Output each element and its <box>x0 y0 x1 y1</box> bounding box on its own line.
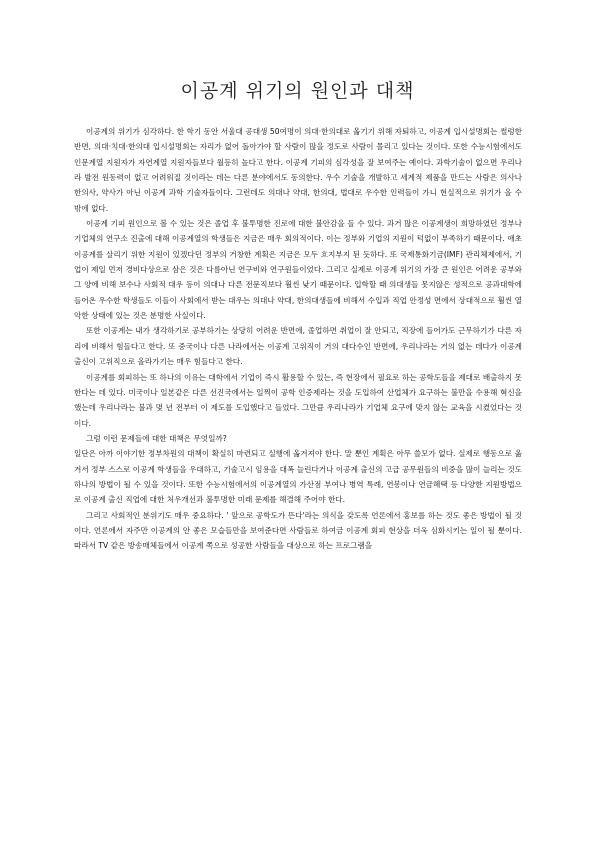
document-body <box>74 124 522 554</box>
paragraph-6: 일단은 아까 이야기한 정부차원의 대책이 확실히 마련되고 실행에 옮겨져야 한다. 말 뿐인 계획은 아무 쓸모가 없다. 실제로 행동으로 옮겨서 정부 스스로 이공계 학생들을 우대하고, 기술고시 임용을 대폭 늘린다거나 이공계 출신의 고급 공무원들의 비중을 많이 늘리는 것도 하나의 방법이 될 수 있을 것이다. 또한 수능시험에서의 이공계열의 가산점 부여나 병역 특례, 연봉이나 연금혜택 등 다양한 지원방법으로 이공계 출신 직업에 대한 처우개선과 불투명한 미래 문제를 해결해 주어야 한다. <box>74 449 522 505</box>
paragraph-7: 그리고 사회적인 분위기도 매우 중요하다. ' 앞으로 공학도가 뜬다'라는 의식을 갖도록 언론에서 홍보를 하는 것도 좋은 방법이 될 것이다. 언론에서 자주만 이공계의 안 좋은 모습들만을 보여준다면 사람들로 하여금 이공계 회피 현상을 더욱 심화시키는 일이 될 뿐이다. 따라서 TV 같은 방송매체들에서 이공계 쪽으로 성공한 사람들을 대상으로 하는 프로그램을 <box>74 510 522 551</box>
page-title: 이공계 위기의 원인과 대책 <box>180 80 415 102</box>
paragraph-1: 이공계의 위기가 심각하다. 한 학기 동안 서울대 공대생 50여명이 의대·한의대로 옮기기 위해 자퇴하고, 이공계 입시설명회는 썰렁한 반면, 의대·치대·한의대 입시설명회는 자리가 없어 돌아가야 할 사람이 많을 정도로 사람이 몰리고 있다는 것이다. 또한 수능시험에서도 인문계열 지원자가 자연계열 지원자들보다 월등히 높다고 한다. 이공계 기피의 심각성을 잘 보여주는 예이다. 과학기술이 없으면 우리나라 발전 원동력이 없고 어려워질 것이라는 데는 다른 분야에서도 동의한다. 우수 기술을 개발하고 세계적 제품을 만드는 사람은 의사나 한의사, 약사가 아닌 이공계 과학 기술자들이다. 그런데도 의대나 약대, 한의대, 법대로 우수한 인력들이 가니 현실적으로 위기가 올 수 밖에 없다. <box>74 127 522 213</box>
paragraph-5: 그럼 이런 문제들에 대한 대책은 무엇일까? <box>86 433 227 443</box>
paragraph-3: 또한 이공계는 내가 생각하기로 공부하기는 상당히 어려운 반면에, 졸업하면 취업이 잘 안되고, 직장에 들어가도 근무하기가 다른 자리에 비해서 힘들다고 한다. 또 중국이나 다른 나라에서는 이공계 고위직이 거의 대다수인 반면에, 우리나라는 거의 없는 데다가 이공계 출신이 고위직으로 올라가기는 매우 힘들다고 한다. <box>74 326 522 367</box>
paragraph-2: 이공계 기피 원인으로 볼 수 있는 것은 졸업 후 불투명한 진로에 대한 불안감을 들 수 있다. 과거 많은 이공계생이 희망하였던 정부나 기업체의 연구소 진출에 대해 이공계열의 학생들은 지금은 매우 회의적이다. 이는 정부와 기업의 지원이 턱없이 부족하기 때문이다. 애초 이공계를 살리기 위한 지원이 있겠다던 정부의 거창한 계획은 지금은 모두 흐지부지 된 듯하다. 또 국제통화기금(IMF) 관리체제에서, 기업이 제일 먼저 경비다상으로 삼은 것은 다름아닌 연구비와 연구원들이었다. 그리고 실제로 이공계 위기의 가장 큰 원인은 어려운 공부와 그 양에 비해 보수나 사회적 대우 등이 의대나 다른 전문직보다 훨씬 낮기 때문이다. 입학할 때 의대생들 못지않은 성적으로 공과대학에 들어온 우수한 학생들도 이들이 사회에서 받는 대우는 의대나 약대, 한의대생들에 비해서 수입과 직업 안정성 면에서 상대적으로 훨씬 열악한 상태에 있는 것은 분명한 사실이다. <box>74 219 522 321</box>
paragraph-4: 이공계를 회피하는 또 하나의 이유는 대학에서 기업이 즉시 활용할 수 있는, 즉 현장에서 필요로 하는 공학도들을 제대로 배출하지 못한다는 데 있다. 미국이나 일본같은 다른 선진국에서는 일찍이 공학 인증제라는 것을 도입하여 산업체가 요구하는 불만을 수용해 혁신을 했는데 우리나라는 불과 몇 년 전부터 이 제도를 도입했다고 들었다. 그만큼 우리나라가 기업체 요구에 맞지 않는 교육을 시켰었다는 것이다. <box>74 372 522 428</box>
